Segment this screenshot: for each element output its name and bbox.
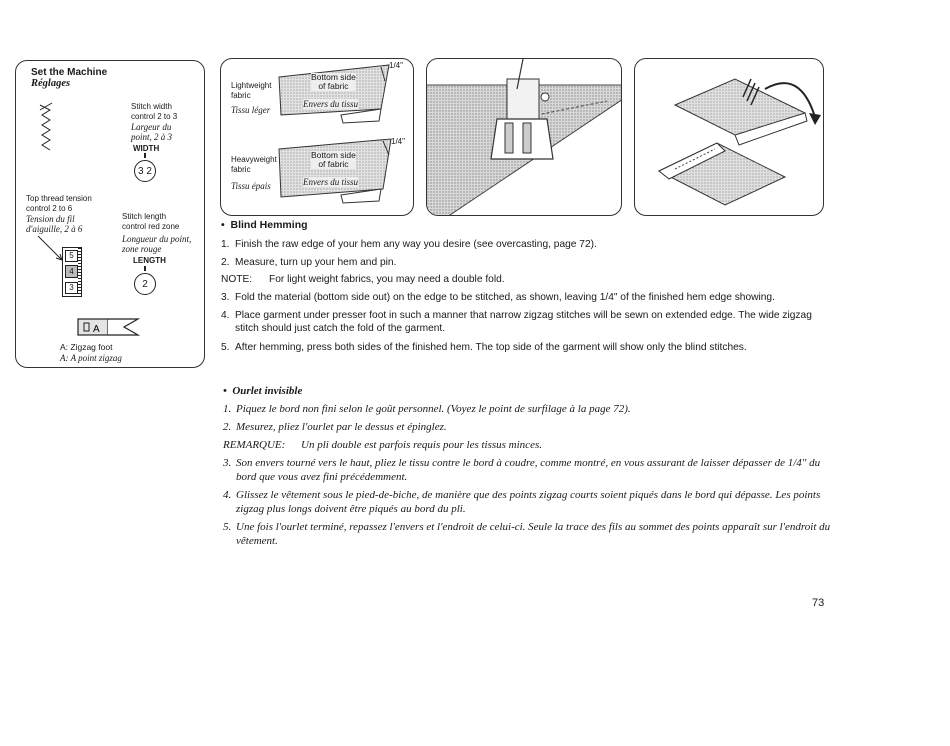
foot-caption: A: Zigzag foot: [60, 342, 113, 352]
lightweight-label-fr: Tissu léger: [231, 105, 271, 115]
measure-label-1: 1/4": [389, 61, 403, 70]
bottom-side-label-1-fr: Envers du tissu: [303, 99, 358, 109]
en-step-2: 2. Measure, turn up your hem and pin.: [221, 257, 397, 268]
length-dial: 2: [134, 273, 156, 295]
panel-title: Set the Machine: [31, 67, 108, 78]
width-label: WIDTH: [133, 144, 160, 153]
fr-step-5: 5. Une fois l'ourlet terminé, repassez l'envers et l'endroit de celui-ci. Seule la trace des fils au sommet des points apparaît sur l'endroit du vêtement.: [223, 521, 831, 547]
foot-caption-fr: A: A point zigzag: [60, 353, 122, 363]
en-step-3: 3. Fold the material (bottom side out) on the edge to be stitched, as shown, leaving 1/4" of the finished hem edge showing.: [221, 292, 775, 303]
fr-step-1: 1. Piquez le bord non fini selon le goût personnel. (Voyez le point de surfilage à la page 72).: [223, 403, 631, 415]
zigzag-stitch-icon: [30, 101, 60, 161]
stitch-width-label-fr: Largeur du point, 2 à 3: [131, 122, 173, 142]
stitch-width-label: Stitch width control 2 to 3: [131, 102, 178, 121]
presser-foot-drawing: [427, 59, 622, 216]
measure-label-2: 1/4": [391, 137, 405, 146]
en-note: NOTE: For light weight fabrics, you may need a double fold.: [221, 274, 505, 285]
en-step-1: 1. Finish the raw edge of your hem any way you desire (see overcasting, page 72).: [221, 239, 597, 250]
presser-foot-illustration: [426, 58, 622, 216]
length-pointer: [144, 266, 146, 271]
zigzag-foot-icon: [76, 313, 146, 341]
lightweight-label: Lightweight fabric: [231, 81, 272, 100]
en-step-5: 5. After hemming, press both sides of the finished hem. The top side of the garment will show only the blind stitches.: [221, 342, 747, 353]
french-heading: • Ourlet invisible: [223, 385, 303, 397]
bottom-side-label-1: Bottom side of fabric: [311, 72, 356, 91]
heavyweight-label-fr: Tissu épais: [231, 181, 271, 191]
finished-hem-illustration: [634, 58, 824, 216]
page-number: 73: [812, 597, 825, 609]
finished-hem-drawing: [635, 59, 824, 216]
svg-text:A: A: [93, 324, 100, 335]
width-pointer: [144, 153, 146, 158]
tension-label-fr: Tension du fil d'aiguille, 2 à 6: [26, 214, 83, 234]
stitch-length-label-fr: Longueur du point, zone rouge: [122, 234, 192, 254]
english-heading: • Blind Hemming: [221, 219, 308, 231]
bottom-side-label-2-fr: Envers du tissu: [303, 177, 358, 187]
stitch-length-label: Stitch length control red zone: [122, 212, 180, 231]
length-label: LENGTH: [133, 256, 166, 265]
fr-step-3: 3. Son envers tourné vers le haut, pliez le tissu contre le bord à coudre, comme montré, en vous assurant de laisser dépasser de 1/4" du bord que vous avez fini précédemment.: [223, 457, 821, 483]
en-step-4: 4. Place garment under presser foot in such a manner that narrow zigzag stitches will be sewn on extended edge. The wide zigzag stitch should just catch the fold of the garment.: [221, 310, 812, 334]
fabric-fold-illustration: [220, 58, 414, 216]
tension-label: Top thread tension control 2 to 6: [26, 194, 92, 213]
panel-title-fr: Réglages: [31, 78, 71, 89]
tension-dial: 5 4 3: [62, 247, 82, 297]
fr-step-4: 4. Glissez le vêtement sous le pied-de-biche, de manière que des points zigzag courts soient piqués dans le bord qui dépasse. Les points zigzag plus longs doivent être piqués au bord du pli.: [223, 489, 821, 515]
fr-note: REMARQUE: Un pli double est parfois requis pour les tissus minces.: [223, 439, 542, 451]
fr-step-2: 2. Mesurez, pliez l'ourlet par le dessus et épinglez.: [223, 421, 447, 433]
heavyweight-label: Heavyweight fabric: [231, 155, 277, 174]
bottom-side-label-2: Bottom side of fabric: [311, 150, 356, 169]
machine-settings-panel: [15, 60, 205, 368]
width-dial: 3 2: [134, 160, 156, 182]
